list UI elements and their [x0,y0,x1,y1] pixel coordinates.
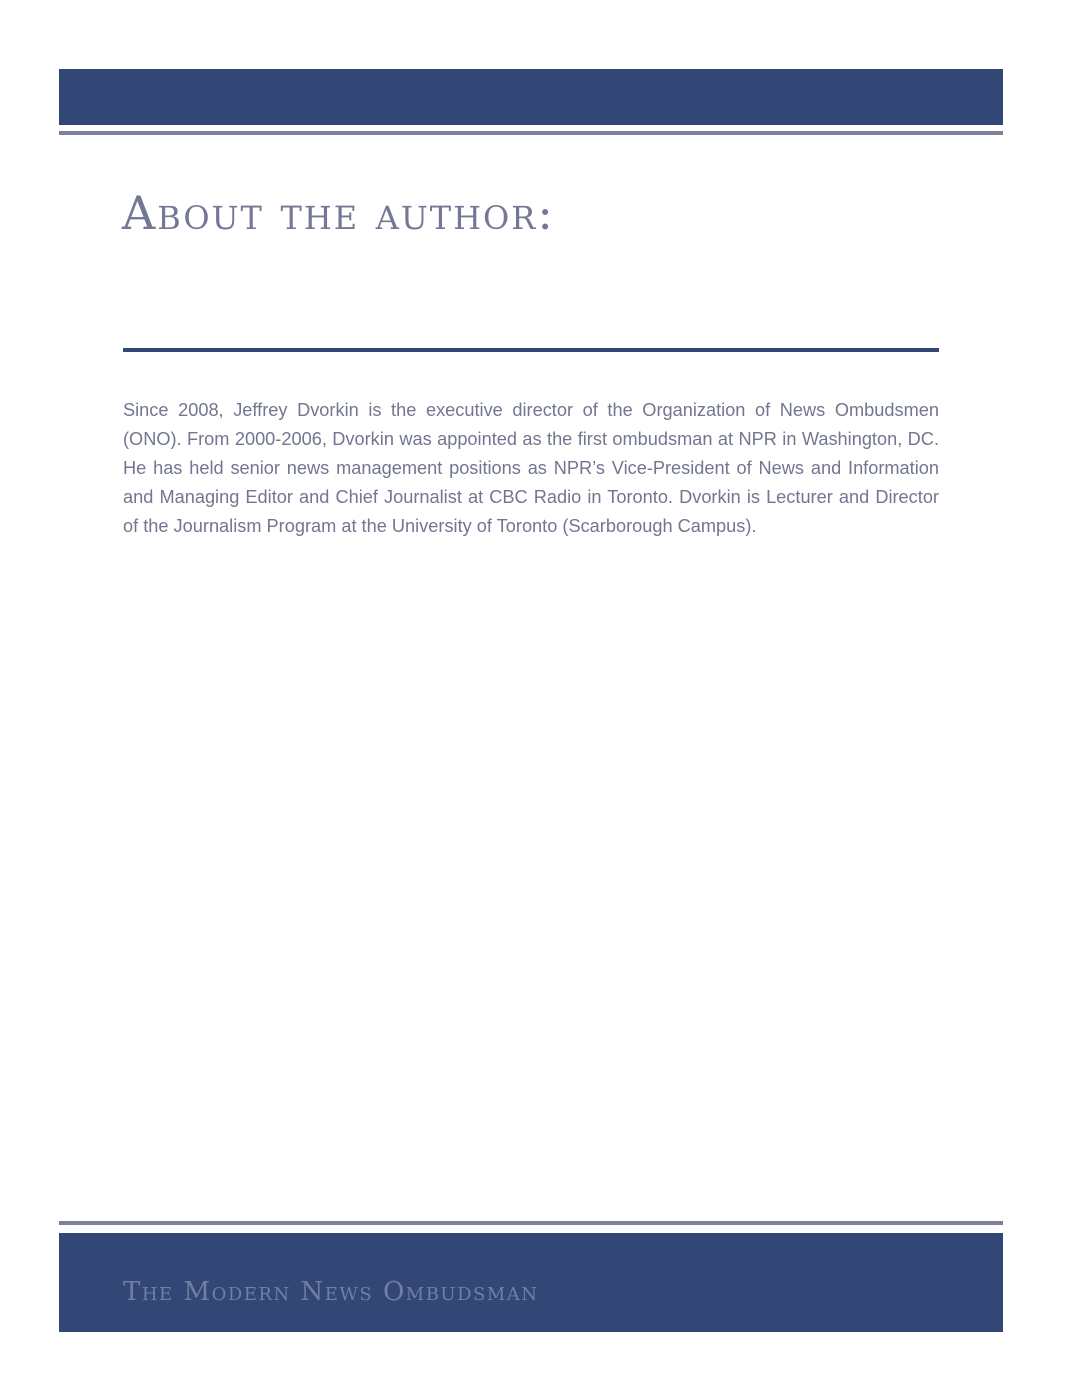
footer-divider [59,1221,1003,1225]
author-bio: Since 2008, Jeffrey Dvorkin is the executive director of the Organization of News Ombudsmen (ONO). From 2000-2006, Dvorkin was appointed as the first ombudsman at NPR in Washington, DC. He has held senior news management positions as NPR’s Vice-President of News and Information and Managing Editor and Chief Journalist at CBC Radio in Toronto. Dvorkin is Lecturer and Director of the Journalism Program at the University of Toronto (Scarborough Campus). [123,400,939,536]
header-divider [59,131,1003,135]
page-title: About the author: [122,186,555,240]
footer-bar [59,1233,1003,1332]
header-bar [59,69,1003,125]
title-divider [123,348,939,352]
footer-title: The Modern News Ombudsman [123,1277,539,1307]
